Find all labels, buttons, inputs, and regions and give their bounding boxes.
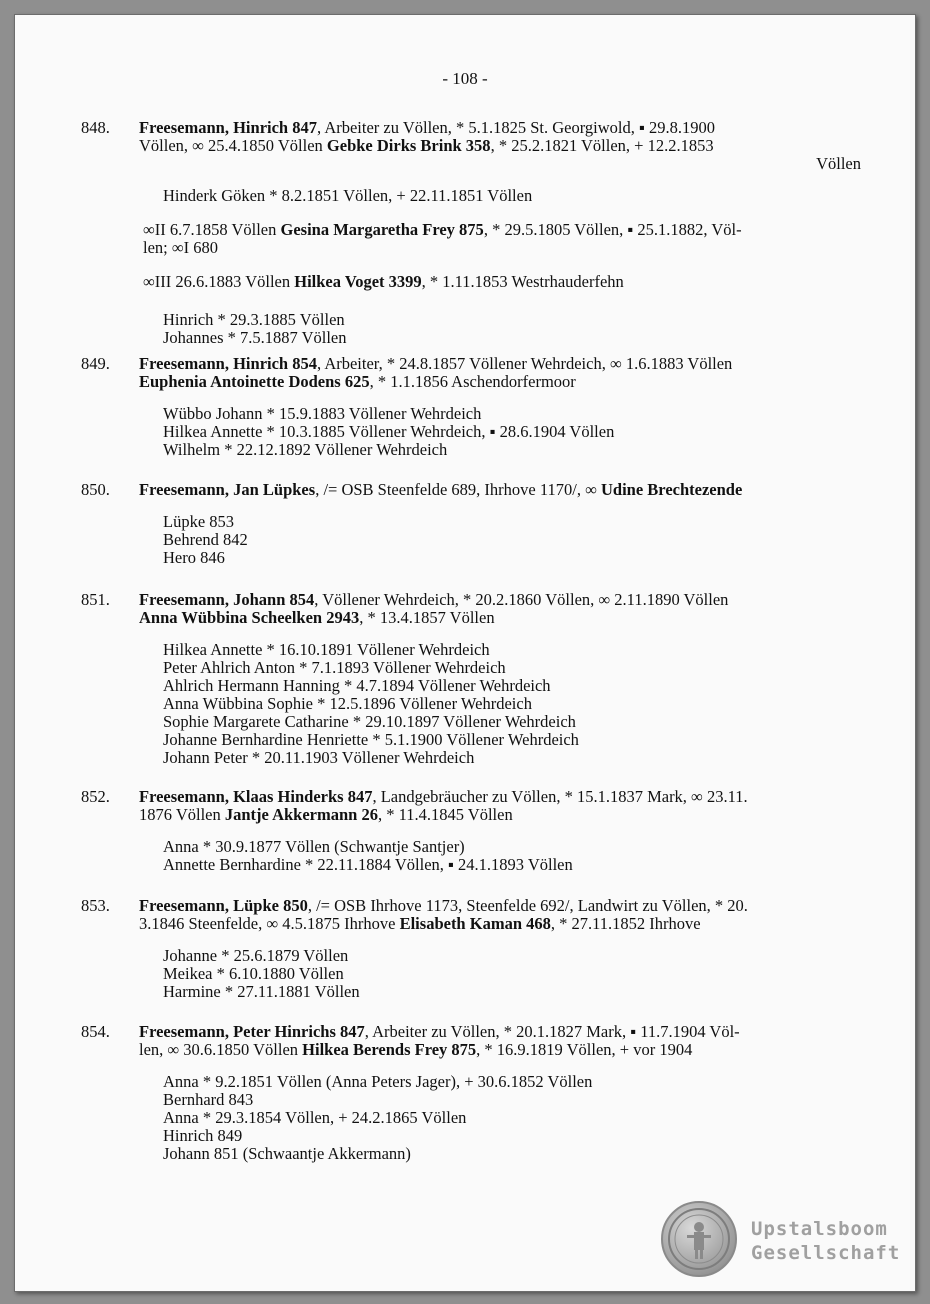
child-item: Ahlrich Hermann Hanning * 4.7.1894 Völlener Wehrdeich [163, 676, 551, 695]
entry-text: , * 1.1.1856 Aschendorfermoor [369, 372, 576, 391]
entry-line [139, 373, 861, 391]
child-item: Hinrich 849 [163, 1126, 243, 1145]
entry-line [139, 1023, 861, 1041]
seal-emblem-icon [663, 1203, 735, 1275]
entry-text: , * 1.11.1853 Westrhauderfehn [421, 272, 624, 291]
entry-line [139, 137, 861, 155]
entry-text: , /= OSB Steenfelde 689, Ihrhove 1170/, ∞ [315, 480, 601, 499]
child-item: Behrend 842 [163, 530, 248, 549]
child-item: Harmine * 27.11.1881 Völlen [163, 982, 360, 1001]
entry-line [139, 609, 861, 627]
person-name: Euphenia Antoinette Dodens 625 [139, 372, 370, 391]
children-list [163, 405, 861, 459]
person-name: Freesemann, Johann 854 [139, 590, 315, 609]
upstalsboom-seal-icon [661, 1201, 737, 1277]
child-item: Hilkea Annette * 10.3.1885 Völlener Wehrdeich, ▪ 28.6.1904 Völlen [163, 422, 615, 441]
entry-text: len; ∞I 680 [143, 238, 218, 257]
person-name: Freesemann, Klaas Hinderks 847 [139, 787, 373, 806]
person-name: Freesemann, Jan Lüpkes [139, 480, 316, 499]
child-item: Hinderk Göken * 8.2.1851 Völlen, + 22.11.1851 Völlen [163, 186, 533, 205]
child-item: Anna * 9.2.1851 Völlen (Anna Peters Jager), + 30.6.1852 Völlen [163, 1072, 593, 1091]
child-item: Annette Bernhardine * 22.11.1884 Völlen, ▪ 24.1.1893 Völlen [163, 855, 573, 874]
entry-text: , * 29.5.1805 Völlen, ▪ 25.1.1882, Völ- [483, 220, 742, 239]
child-item: Sophie Margarete Catharine * 29.10.1897 Völlener Wehrdeich [163, 712, 576, 731]
marriage-line [143, 221, 861, 239]
society-name [751, 1217, 900, 1265]
child-item: Hilkea Annette * 16.10.1891 Völlener Wehrdeich [163, 640, 490, 659]
child-item: Hinrich * 29.3.1885 Völlen [163, 310, 345, 329]
person-name: Freesemann, Hinrich 847 [139, 118, 317, 137]
entry-body [139, 591, 861, 627]
child-item: Johann Peter * 20.11.1903 Völlener Wehrdeich [163, 748, 475, 767]
entry-body [139, 119, 861, 173]
entry-line [139, 119, 861, 137]
child-item: Hero 846 [163, 548, 225, 567]
person-name: Hilkea Voget 3399 [294, 272, 422, 291]
marriage-line [143, 273, 861, 291]
entry-line [139, 481, 861, 499]
children-list [163, 838, 861, 874]
entry-text: , Landgebräucher zu Völlen, * 15.1.1837 Mark, ∞ 23.11. [372, 787, 748, 806]
child-item: Meikea * 6.10.1880 Völlen [163, 964, 344, 983]
entry-line [139, 897, 861, 915]
entry-number: 850. [81, 480, 110, 499]
genealogy-entry [81, 355, 861, 459]
entry-number: 851. [81, 590, 110, 609]
children-list [163, 641, 861, 767]
entry-number: 849. [81, 354, 110, 373]
entry-text: , Arbeiter zu Völlen, * 5.1.1825 St. Georgiwold, ▪ 29.8.1900 [316, 118, 715, 137]
person-name: Udine Brechtezende [600, 480, 743, 499]
page-number: - 108 - [442, 69, 488, 88]
entry-text: Völlen [816, 154, 861, 173]
genealogy-entry [81, 481, 861, 567]
person-name: Elisabeth Kaman 468 [399, 914, 551, 933]
entry-text: , * 11.4.1845 Völlen [377, 805, 513, 824]
person-name: Anna Wübbina Scheelken 2943 [139, 608, 360, 627]
second-marriage [143, 221, 861, 257]
entry-body [139, 481, 861, 499]
child-item: Bernhard 843 [163, 1090, 254, 1109]
child-item: Anna * 30.9.1877 Völlen (Schwantje Santjer) [163, 837, 465, 856]
entry-text: , Arbeiter, * 24.8.1857 Völlener Wehrdeich, ∞ 1.6.1883 Völlen [316, 354, 733, 373]
entry-line [139, 355, 861, 373]
children-list [163, 513, 861, 567]
entry-text: , * 13.4.1857 Völlen [359, 608, 495, 627]
entry-text: ∞III 26.6.1883 Völlen [143, 272, 295, 291]
entry-line [139, 591, 861, 609]
children-list [163, 1073, 861, 1163]
entry-text: 1876 Völlen [139, 805, 225, 824]
genealogy-entry [81, 897, 861, 1001]
entry-number: 854. [81, 1022, 110, 1041]
entry-text: , Arbeiter zu Völlen, * 20.1.1827 Mark, ▪ 11.7.1904 Völ- [364, 1022, 740, 1041]
child-item: Peter Ahlrich Anton * 7.1.1893 Völlener Wehrdeich [163, 658, 506, 677]
entry-line [139, 806, 861, 824]
entry-text: , Völlener Wehrdeich, * 20.2.1860 Völlen, ∞ 2.11.1890 Völlen [314, 590, 729, 609]
entry-text: Völlen, ∞ 25.4.1850 Völlen [139, 136, 327, 155]
children-list [163, 947, 861, 1001]
entry-text: , * 27.11.1852 Ihrhove [550, 914, 701, 933]
entry-line [139, 788, 861, 806]
children-list [163, 311, 861, 347]
child-item: Wilhelm * 22.12.1892 Völlener Wehrdeich [163, 440, 448, 459]
society-name-line2: Gesellschaft [751, 1242, 901, 1264]
entry-text: , * 25.2.1821 Völlen, + 12.2.1853 [490, 136, 714, 155]
entry-line [139, 155, 861, 173]
person-name: Gesina Margaretha Frey 875 [280, 220, 484, 239]
person-name: Freesemann, Hinrich 854 [139, 354, 317, 373]
person-name: Freesemann, Lüpke 850 [139, 896, 308, 915]
entry-text: , * 16.9.1819 Völlen, + vor 1904 [476, 1040, 693, 1059]
children-list [163, 187, 861, 205]
child-item: Wübbo Johann * 15.9.1883 Völlener Wehrdeich [163, 404, 482, 423]
person-name: Jantje Akkermann 26 [224, 805, 378, 824]
child-item: Johann 851 (Schwaantje Akkermann) [163, 1144, 411, 1163]
society-name-line1: Upstalsboom [751, 1218, 888, 1240]
entry-text: ∞II 6.7.1858 Völlen [143, 220, 281, 239]
entry-text: 3.1846 Steenfelde, ∞ 4.5.1875 Ihrhove [139, 914, 400, 933]
genealogy-entry [81, 1023, 861, 1163]
child-item: Lüpke 853 [163, 512, 235, 531]
entry-text: len, ∞ 30.6.1850 Völlen [139, 1040, 303, 1059]
person-name: Gebke Dirks Brink 358 [326, 136, 491, 155]
child-item: Johanne * 25.6.1879 Völlen [163, 946, 349, 965]
entry-line [139, 1041, 861, 1059]
marriage-line [143, 239, 861, 257]
entry-line [139, 915, 861, 933]
third-marriage [143, 273, 861, 291]
entry-body [139, 897, 861, 933]
entry-body [139, 355, 861, 391]
child-item: Anna Wübbina Sophie * 12.5.1896 Völlener Wehrdeich [163, 694, 532, 713]
entry-number: 852. [81, 787, 110, 806]
entry-text: , /= OSB Ihrhove 1173, Steenfelde 692/, Landwirt zu Völlen, * 20. [307, 896, 748, 915]
person-name: Hilkea Berends Frey 875 [302, 1040, 477, 1059]
genealogy-entry [81, 119, 861, 347]
document-page [14, 14, 916, 1292]
child-item: Johannes * 7.5.1887 Völlen [163, 328, 347, 347]
entry-body [139, 1023, 861, 1059]
entry-body [139, 788, 861, 824]
genealogy-entry [81, 591, 861, 767]
child-item: Johanne Bernhardine Henriette * 5.1.1900 Völlener Wehrdeich [163, 730, 579, 749]
genealogy-entry [81, 788, 861, 874]
entry-number: 848. [81, 118, 110, 137]
person-name: Freesemann, Peter Hinrichs 847 [139, 1022, 365, 1041]
entry-number: 853. [81, 896, 110, 915]
child-item: Anna * 29.3.1854 Völlen, + 24.2.1865 Völlen [163, 1108, 467, 1127]
